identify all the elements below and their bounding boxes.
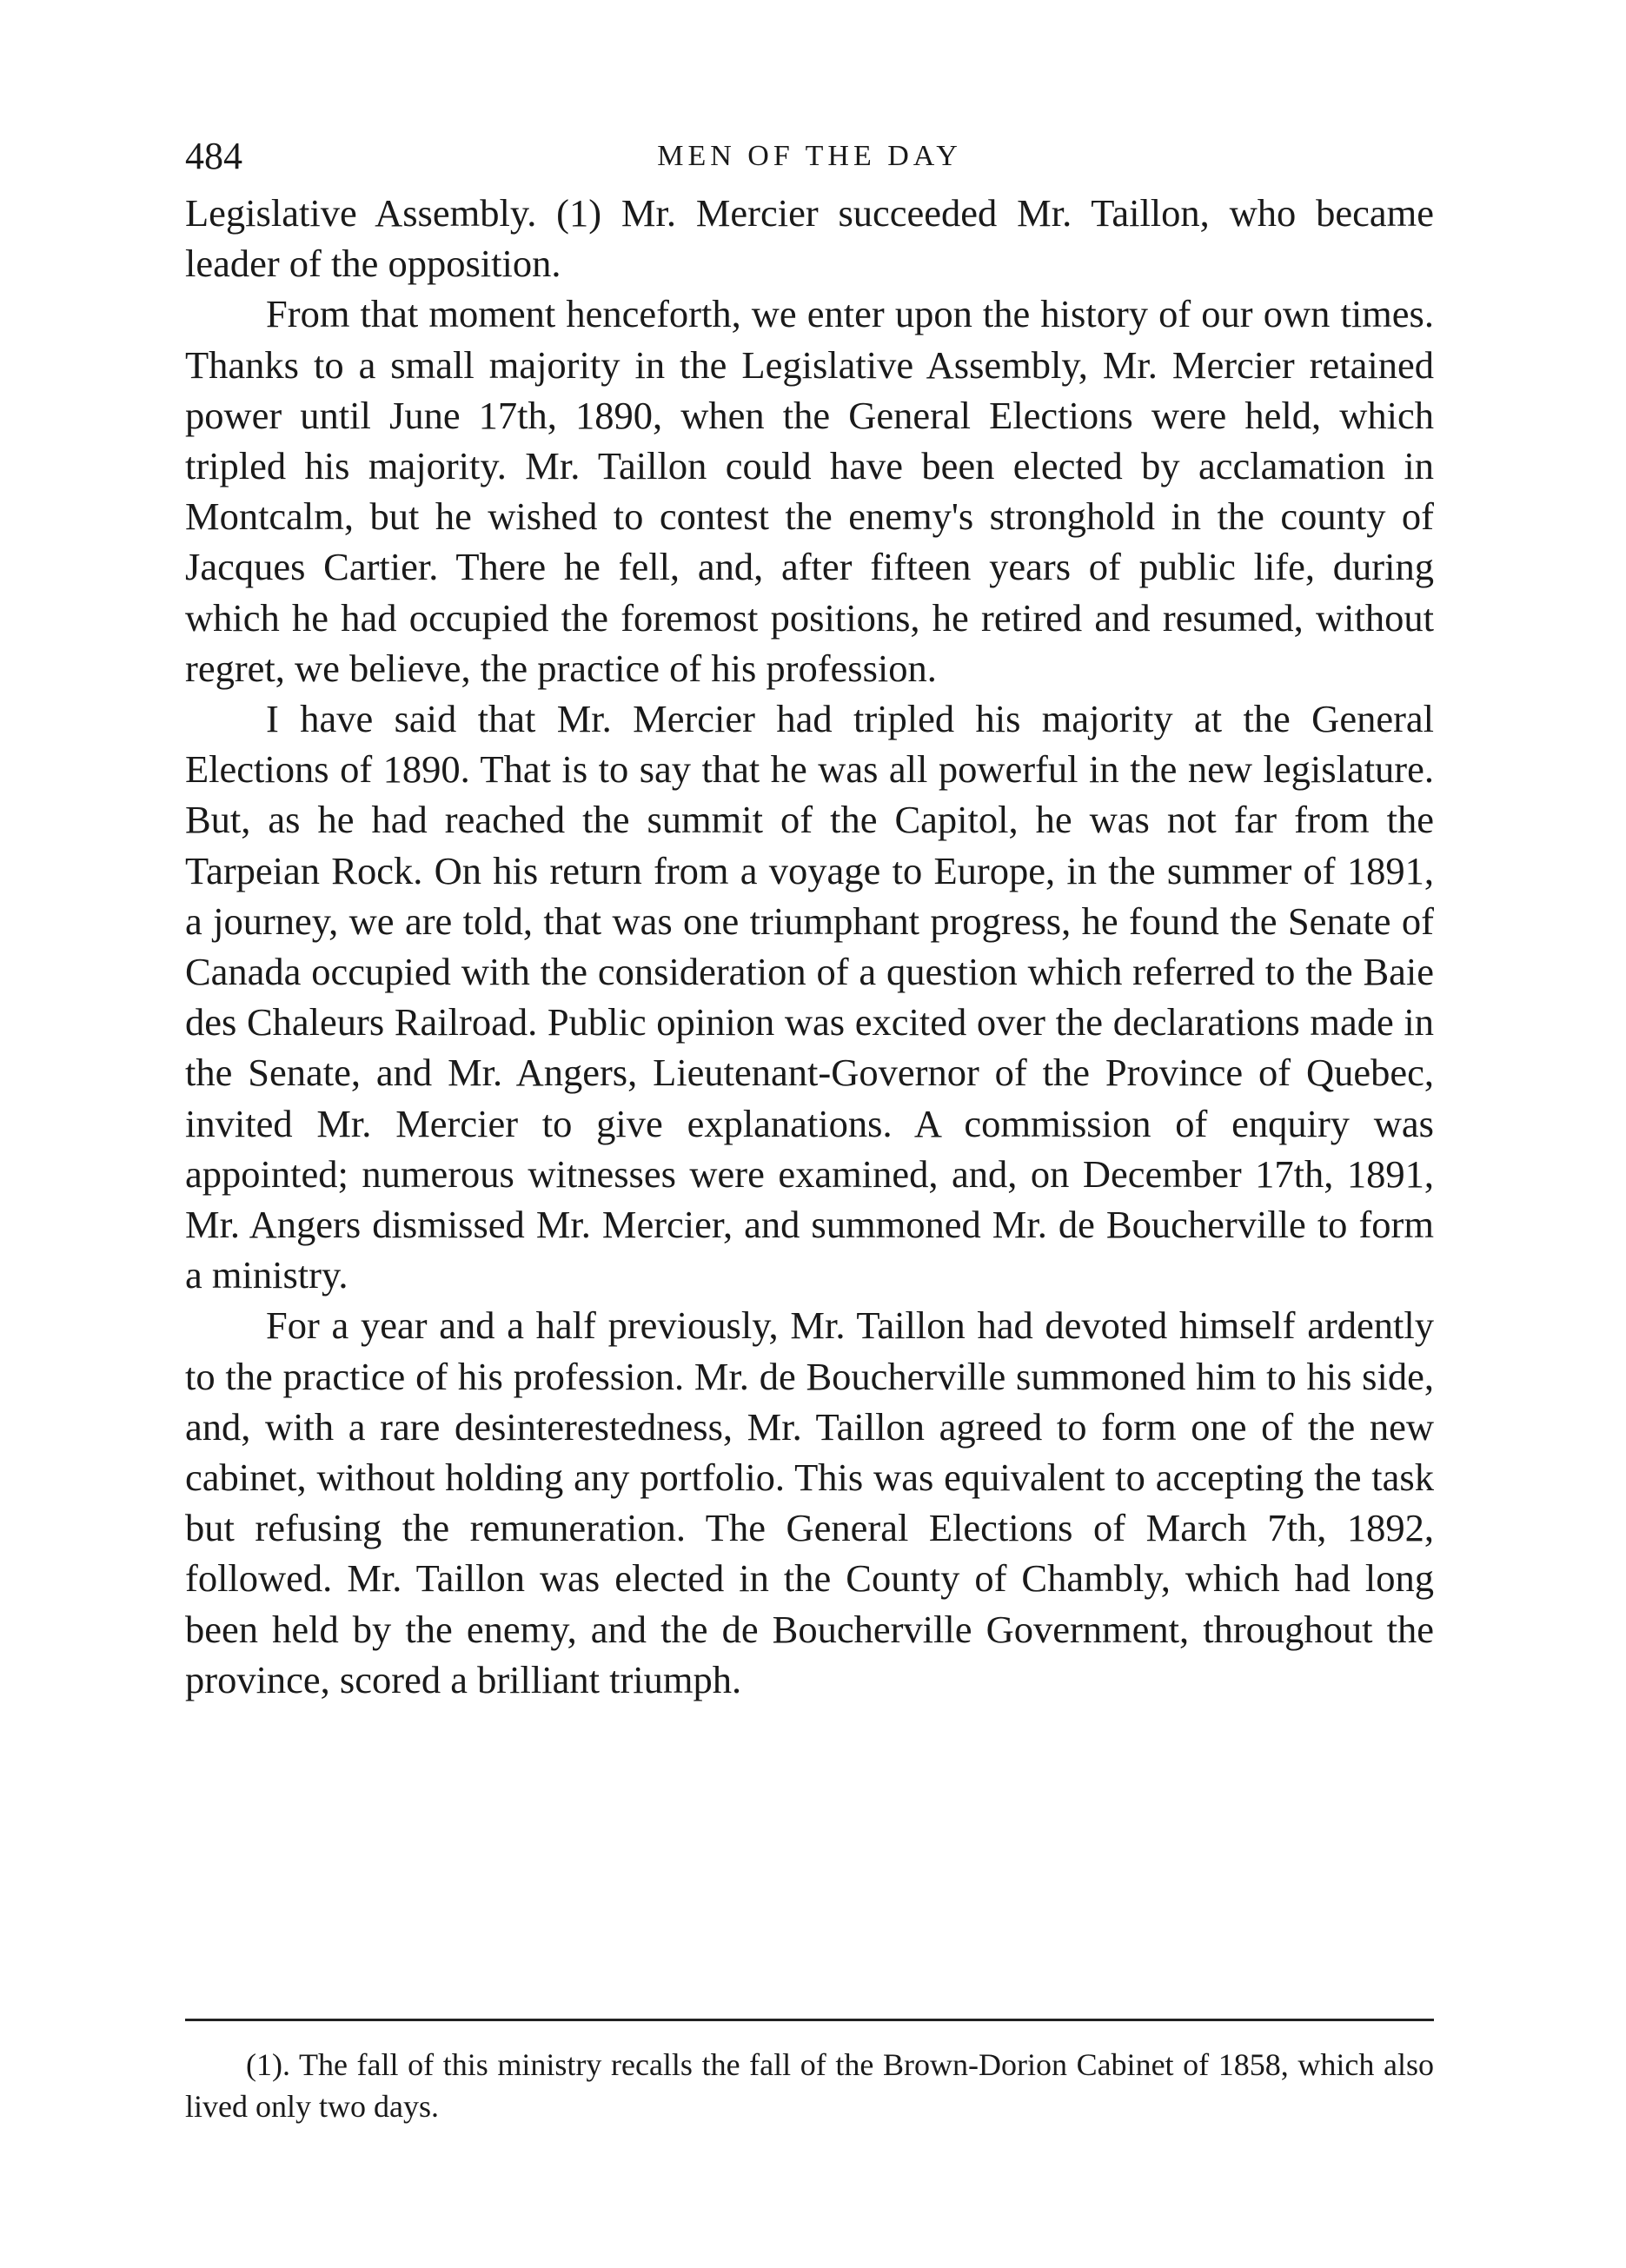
paragraph: For a year and a half previously, Mr. Taillon had devoted himself ardently to the practice of his profession. Mr. de Boucherville summoned him to his side, and, with a rare desinterestedness, Mr. Taillon agreed to form one of the new cabinet, without holding any portfolio. This was equivalent to accepting the task but refusing the remuneration. The General Elections of March 7th, 1892, followed. Mr. Taillon was elected in the County of Chambly, which had long been held by the enemy, and the de Boucherville Government, throughout the province, scored a brilliant triumph. [185, 1303, 1434, 1701]
footnote-divider [185, 2019, 1434, 2021]
paragraph-continued: Legislative Assembly. (1) Mr. Mercier succeeded Mr. Taillon, who became leader of the opposition. [185, 191, 1434, 286]
footnote [185, 2044, 1434, 2127]
footnote-text: (1). The fall of this ministry recalls the fall of the Brown-Dorion Cabinet of 1858, which also lived only two days. [185, 2047, 1434, 2124]
page-number: 484 [185, 135, 242, 177]
paragraph: I have said that Mr. Mercier had tripled his majority at the General Elections of 1890. That is to say that he was all powerful in the new legislature. But, as he had reached the summit of the Capitol, he was not far from the Tarpeian Rock. On his return from a voyage to Europe, in the summer of 1891, a journey, we are told, that was one triumphant progress, he found the Senate of Canada occupied with the consideration of a question which referred to the Baie des Chaleurs Railroad. Public opinion was excited over the declarations made in the Senate, and Mr. Angers, Lieutenant-Governor of the Province of Quebec, invited Mr. Mercier to give explanations. A commission of enquiry was appointed; numerous witnesses were examined, and, on December 17th, 1891, Mr. Angers dismissed Mr. Mercier, and summoned Mr. de Boucherville to form a ministry. [185, 697, 1434, 1297]
body-text [185, 188, 1434, 1705]
paragraph: From that moment henceforth, we enter upon the history of our own times. Thanks to a small majority in the Legislative Assembly, Mr. Mercier retained power until June 17th, 1890, when the General Elections were held, which tripled his majority. Mr. Taillon could have been elected by acclamation in Montcalm, but he wished to contest the enemy's stronghold in the county of Jacques Cartier. There he fell, and, after fifteen years of public life, during which he had occupied the foremost positions, he retired and resumed, without regret, we believe, the practice of his profession. [185, 292, 1434, 690]
running-title: MEN OF THE DAY [657, 140, 962, 172]
page-header [185, 130, 1434, 182]
